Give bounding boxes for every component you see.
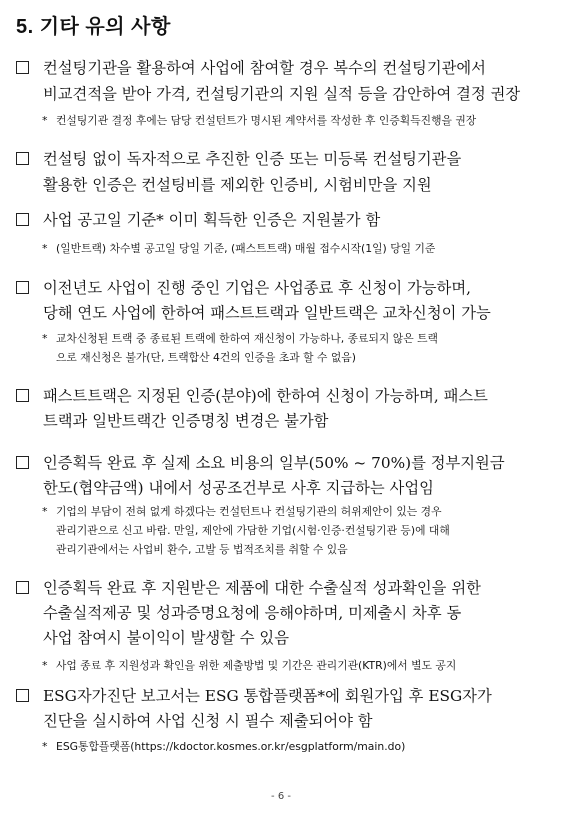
footnote-symbol: * xyxy=(42,114,48,127)
item-text-line: 패스트트랙은 지정된 인증(분야)에 한하여 신청이 가능하며, 패스트 xyxy=(43,387,488,405)
footnote-symbol: * xyxy=(42,740,48,753)
item-text-line: 사업 공고일 기준* 이미 획득한 인증은 지원불가 함 xyxy=(43,211,381,229)
footnote-text: 교차신청된 트랙 중 종료된 트랙에 한하여 재신청이 가능하나, 종료되지 않은 트랙 xyxy=(56,332,438,345)
footnote-symbol: * xyxy=(42,505,48,518)
section-title: 5. 기타 유의 사항 xyxy=(16,16,171,38)
footnote-text: 기업의 부담이 전혀 없게 하겠다는 컨설턴트나 컨설팅기관의 허위제안이 있는 경우 xyxy=(56,505,442,518)
item-text-line: 수출실적제공 및 성과증명요청에 응해야하며, 미제출시 차후 동 xyxy=(43,604,462,622)
item-text-line: 당해 연도 사업에 한하여 패스트트랙과 일반트랙은 교차신청이 가능 xyxy=(43,304,491,322)
footnote-text: 컨설팅기관 결정 후에는 담당 컨설턴트가 명시된 계약서를 작성한 후 인증획득진행을 권장 xyxy=(56,114,477,127)
footnote-symbol: * xyxy=(42,659,48,672)
footnote-text: ESG통합플랫폼(https://kdoctor.kosmes.or.kr/esgplatform/main.do) xyxy=(56,740,406,753)
checkbox-square-icon xyxy=(16,61,29,74)
checkbox-square-icon xyxy=(16,152,29,165)
checkbox-square-icon xyxy=(16,281,29,294)
item-text-line: 컨설팅 없이 독자적으로 추진한 인증 또는 미등록 컨설팅기관을 xyxy=(43,150,462,168)
checkbox-square-icon xyxy=(16,389,29,402)
footnote-symbol: * xyxy=(42,242,48,255)
item-text-line: 인증획득 완료 후 실제 소요 비용의 일부(50% ~ 70%)를 정부지원금 xyxy=(43,454,505,472)
page-number: - 6 - xyxy=(271,791,291,802)
item-text-line: ESG자가진단 보고서는 ESG 통합플랫폼*에 회원가입 후 ESG자가 xyxy=(43,687,492,705)
footnote-text: (일반트랙) 차수별 공고일 당일 기준, (패스트트랙) 매월 접수시작(1일) 당일 기준 xyxy=(56,242,436,255)
footnote-text: 관리기관으로 신고 바람. 만일, 제안에 가담한 기업(시험·인증·컨설팅기관 등)에 대해 xyxy=(56,524,450,537)
item-text-line: 활용한 인증은 컨설팅비를 제외한 인증비, 시험비만을 지원 xyxy=(43,176,432,194)
checkbox-square-icon xyxy=(16,581,29,594)
item-text-line: 진단을 실시하여 사업 신청 시 필수 제출되어야 함 xyxy=(43,712,373,730)
footnote-text: 사업 종료 후 지원성과 확인을 위한 제출방법 및 기간은 관리기관(KTR)에서 별도 공지 xyxy=(56,659,457,672)
item-text-line: 컨설팅기관을 활용하여 사업에 참여할 경우 복수의 컨설팅기관에서 xyxy=(43,59,486,77)
item-text-line: 비교견적을 받아 가격, 컨설팅기관의 지원 실적 등을 감안하여 결정 권장 xyxy=(43,85,521,103)
checkbox-square-icon xyxy=(16,689,29,702)
checkbox-square-icon xyxy=(16,213,29,226)
item-text-line: 이전년도 사업이 진행 중인 기업은 사업종료 후 신청이 가능하며, xyxy=(43,279,471,297)
item-text-line: 인증획득 완료 후 지원받은 제품에 대한 수출실적 성과확인을 위한 xyxy=(43,579,481,597)
checkbox-square-icon xyxy=(16,456,29,469)
footnote-symbol: * xyxy=(42,332,48,345)
footnote-text: 관리기관에서는 사업비 환수, 고발 등 법적조치를 취할 수 있음 xyxy=(56,543,348,556)
item-text-line: 트랙과 일반트랙간 인증명칭 변경은 불가함 xyxy=(43,412,329,430)
item-text-line: 한도(협약금액) 내에서 성공조건부로 사후 지급하는 사업임 xyxy=(43,479,434,497)
item-text-line: 사업 참여시 불이익이 발생할 수 있음 xyxy=(43,629,289,647)
footnote-text: 으로 재신청은 불가(단, 트랙합산 4건의 인증을 초과 할 수 없음) xyxy=(56,351,356,364)
